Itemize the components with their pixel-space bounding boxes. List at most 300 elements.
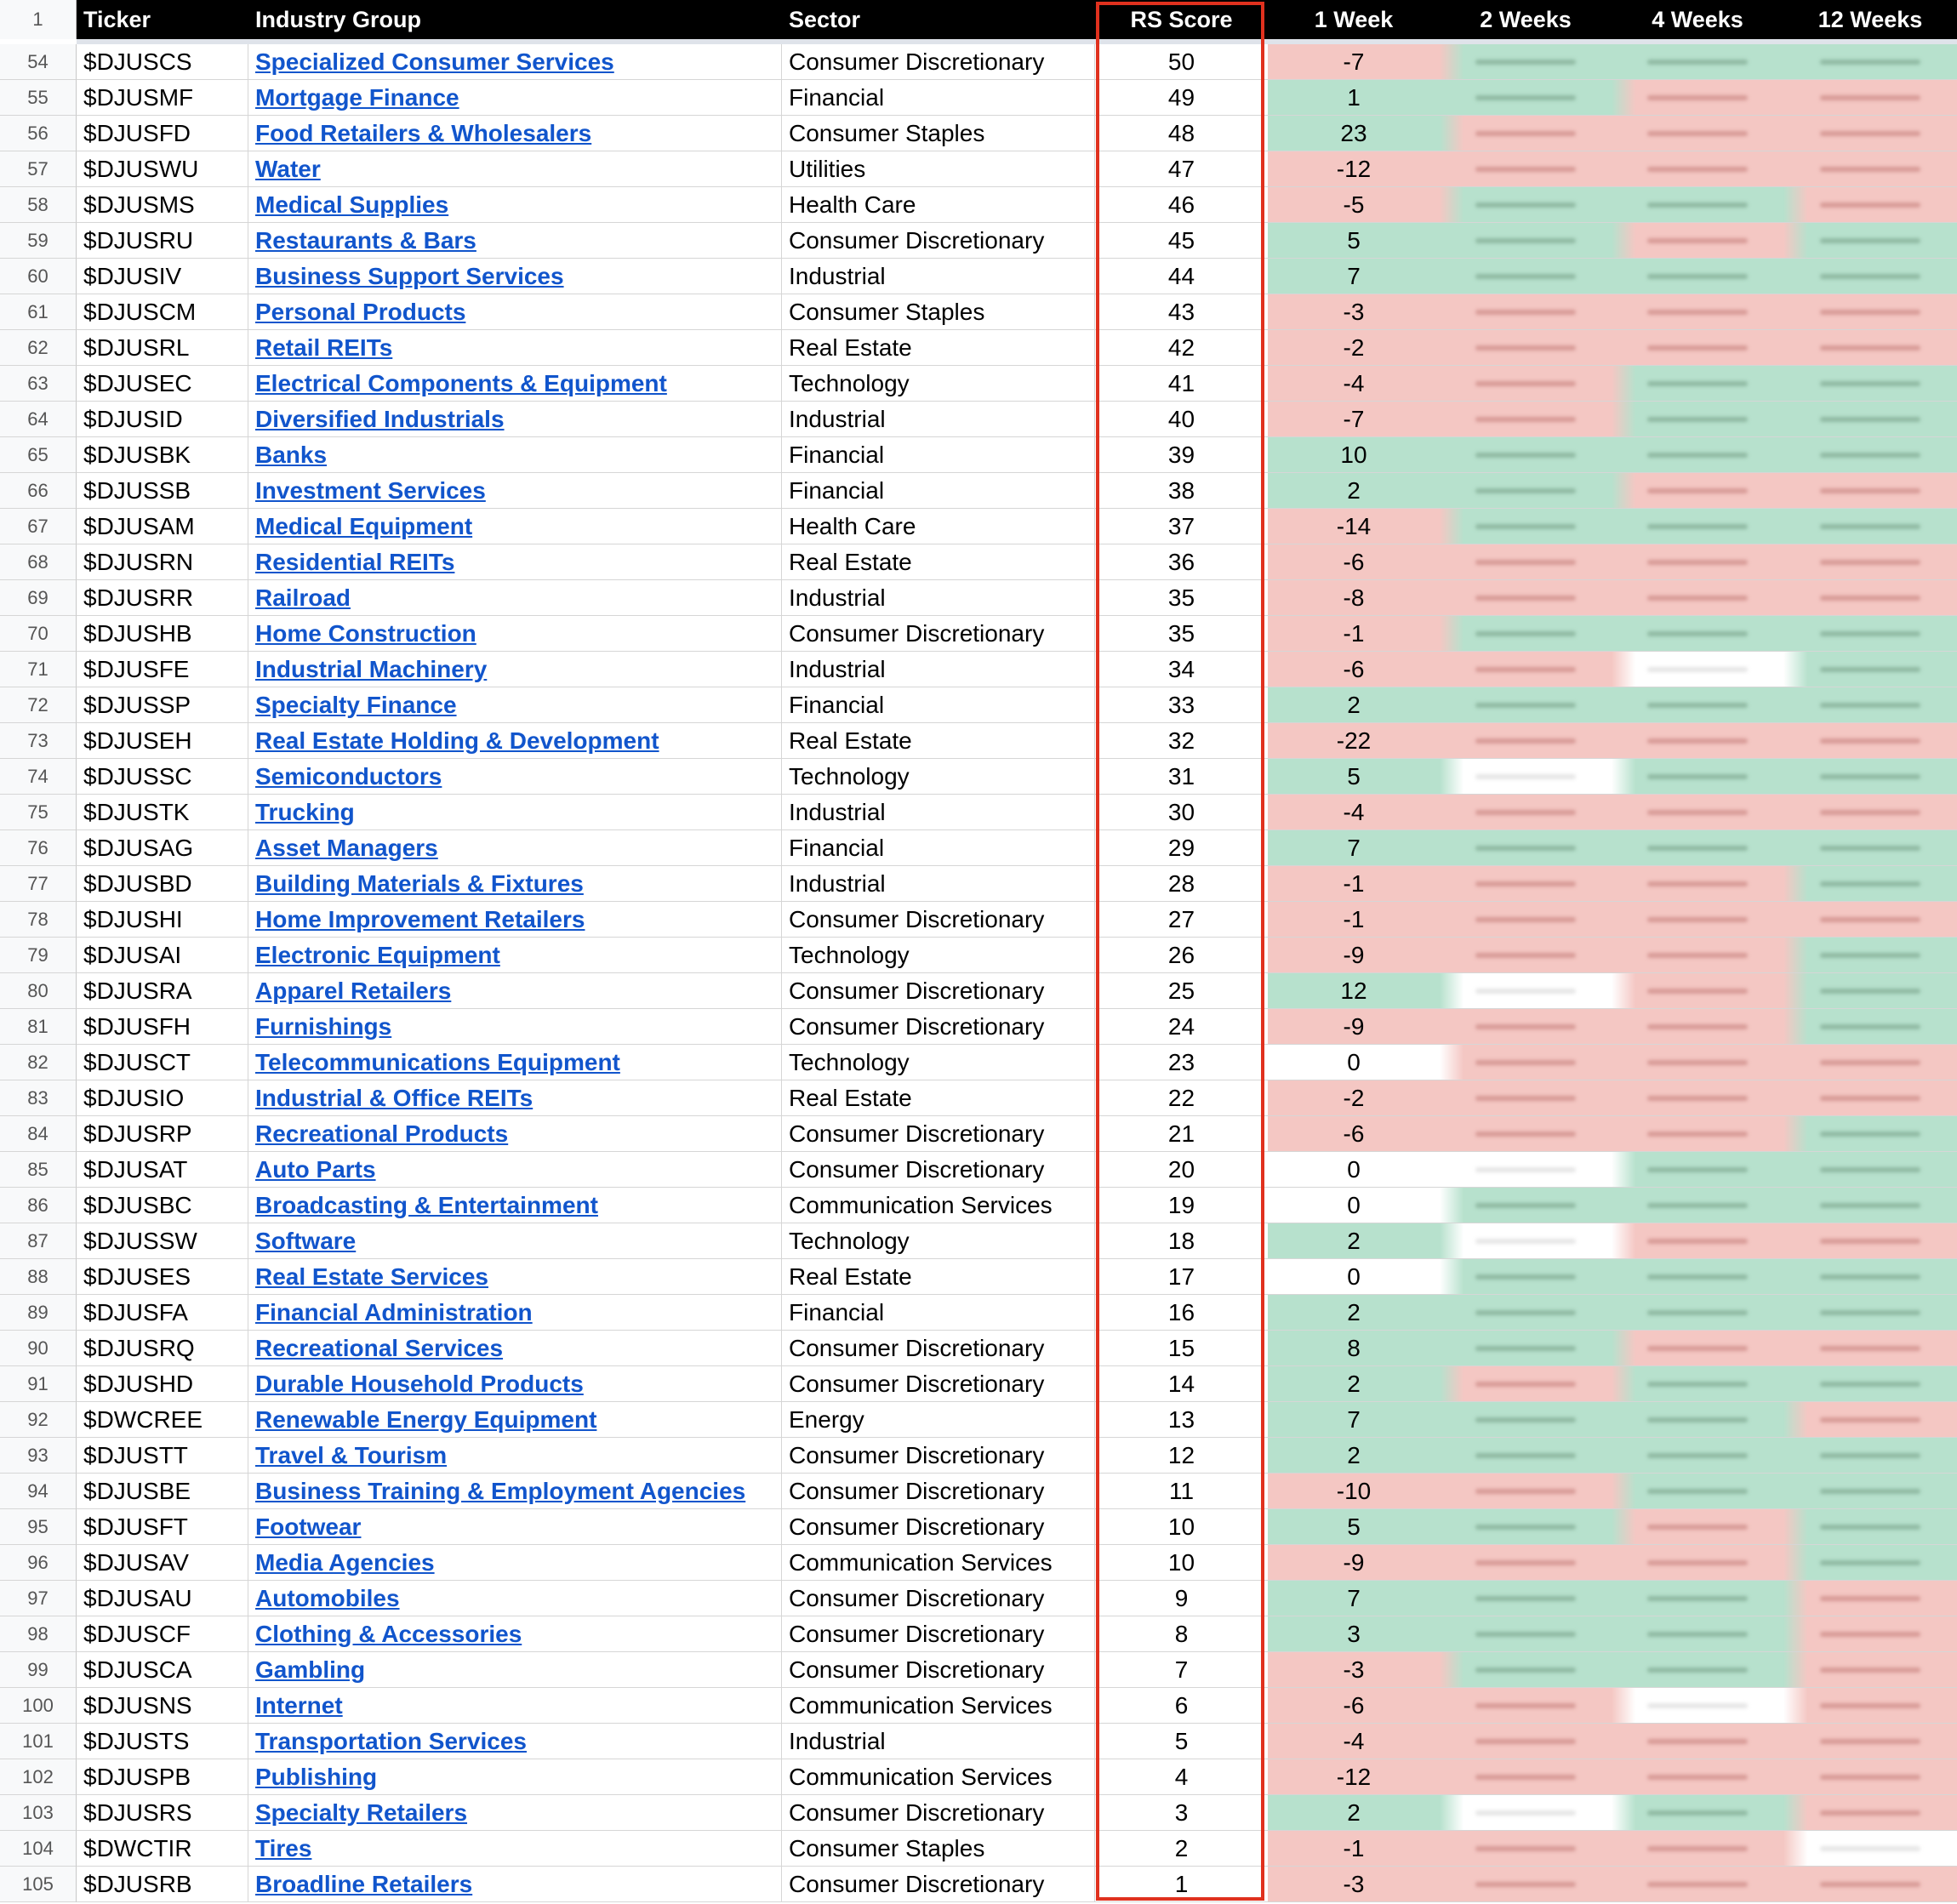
- week4-change-cell[interactable]: [1612, 1152, 1783, 1188]
- industry-group-cell[interactable]: [248, 830, 782, 866]
- row-number[interactable]: 55: [0, 80, 77, 116]
- week1-change-cell[interactable]: 2: [1268, 1438, 1440, 1474]
- industry-group-link[interactable]: Auto Parts: [255, 1155, 376, 1183]
- industry-group-link[interactable]: Electronic Equipment: [255, 941, 500, 968]
- industry-group-cell[interactable]: [248, 1188, 782, 1223]
- ticker-cell[interactable]: $DJUSFA: [77, 1295, 248, 1331]
- row-number[interactable]: 65: [0, 437, 77, 473]
- industry-group-link[interactable]: Medical Supplies: [255, 191, 449, 218]
- industry-group-link[interactable]: Home Improvement Retailers: [255, 905, 585, 932]
- industry-group-link[interactable]: Real Estate Services: [255, 1263, 488, 1290]
- week4-change-cell[interactable]: [1612, 151, 1783, 187]
- week2-change-cell[interactable]: [1440, 1045, 1612, 1080]
- table-row[interactable]: [0, 1080, 1957, 1116]
- ticker-cell[interactable]: $DJUSMS: [77, 187, 248, 223]
- ticker-cell[interactable]: $DJUSCA: [77, 1652, 248, 1688]
- rs-score-cell[interactable]: 37: [1095, 509, 1268, 544]
- ticker-cell[interactable]: $DJUSCT: [77, 1045, 248, 1080]
- rs-score-cell[interactable]: 27: [1095, 902, 1268, 938]
- week2-change-cell[interactable]: [1440, 1331, 1612, 1366]
- row-number[interactable]: 89: [0, 1295, 77, 1331]
- sector-cell[interactable]: Technology: [782, 759, 1095, 795]
- table-row[interactable]: [0, 509, 1957, 544]
- industry-group-link[interactable]: Industrial & Office REITs: [255, 1084, 533, 1111]
- table-row[interactable]: [0, 1616, 1957, 1652]
- ticker-cell[interactable]: $DJUSSB: [77, 473, 248, 509]
- ticker-cell[interactable]: $DJUSBC: [77, 1188, 248, 1223]
- industry-group-cell[interactable]: [248, 1545, 782, 1581]
- rs-score-cell[interactable]: 48: [1095, 116, 1268, 151]
- sector-cell[interactable]: Consumer Staples: [782, 294, 1095, 330]
- row-number[interactable]: 67: [0, 509, 77, 544]
- row-number[interactable]: 78: [0, 902, 77, 938]
- sector-cell[interactable]: Consumer Discretionary: [782, 1652, 1095, 1688]
- ticker-cell[interactable]: $DJUSFE: [77, 652, 248, 687]
- table-row[interactable]: [0, 1045, 1957, 1080]
- row-number[interactable]: 64: [0, 402, 77, 437]
- week1-change-cell[interactable]: -3: [1268, 1867, 1440, 1902]
- week1-column-header[interactable]: 1 Week: [1314, 6, 1394, 32]
- row-number[interactable]: 81: [0, 1009, 77, 1045]
- row-number[interactable]: 59: [0, 223, 77, 259]
- rs-score-cell[interactable]: 10: [1095, 1545, 1268, 1581]
- ticker-cell[interactable]: $DWCTIR: [77, 1831, 248, 1867]
- week2-change-cell[interactable]: [1440, 366, 1612, 402]
- week2-change-cell[interactable]: [1440, 116, 1612, 151]
- week2-change-cell[interactable]: [1440, 616, 1612, 652]
- table-row[interactable]: [0, 294, 1957, 330]
- industry-group-cell[interactable]: [248, 80, 782, 116]
- week2-change-cell[interactable]: [1440, 1759, 1612, 1795]
- week4-change-cell[interactable]: [1612, 544, 1783, 580]
- table-row[interactable]: [0, 1188, 1957, 1223]
- sector-cell[interactable]: Consumer Discretionary: [782, 223, 1095, 259]
- industry-group-cell[interactable]: [248, 187, 782, 223]
- industry-group-link[interactable]: Industrial Machinery: [255, 655, 488, 682]
- industry-group-link[interactable]: Gambling: [255, 1656, 366, 1683]
- week4-change-cell[interactable]: [1612, 1009, 1783, 1045]
- sector-cell[interactable]: Consumer Discretionary: [782, 1152, 1095, 1188]
- ticker-cell[interactable]: $DJUSAU: [77, 1581, 248, 1616]
- week1-change-cell[interactable]: -6: [1268, 1116, 1440, 1152]
- week4-change-cell[interactable]: [1612, 759, 1783, 795]
- ticker-cell[interactable]: $DJUSFT: [77, 1509, 248, 1545]
- table-row[interactable]: [0, 795, 1957, 830]
- week12-change-cell[interactable]: [1783, 1688, 1957, 1724]
- industry-group-cell[interactable]: [248, 437, 782, 473]
- week12-change-cell[interactable]: [1783, 1116, 1957, 1152]
- week2-change-cell[interactable]: [1440, 652, 1612, 687]
- table-row[interactable]: [0, 259, 1957, 294]
- table-row[interactable]: [0, 402, 1957, 437]
- week1-change-cell[interactable]: -6: [1268, 544, 1440, 580]
- industry-group-cell[interactable]: [248, 1581, 782, 1616]
- week4-change-cell[interactable]: [1612, 1724, 1783, 1759]
- row-number[interactable]: 96: [0, 1545, 77, 1581]
- week12-change-cell[interactable]: [1783, 1474, 1957, 1509]
- row-number[interactable]: 79: [0, 938, 77, 973]
- week2-change-cell[interactable]: [1440, 223, 1612, 259]
- week12-change-cell[interactable]: [1783, 1223, 1957, 1259]
- week4-change-cell[interactable]: [1612, 580, 1783, 616]
- rs-score-cell[interactable]: 46: [1095, 187, 1268, 223]
- sector-cell[interactable]: Technology: [782, 366, 1095, 402]
- table-row[interactable]: [0, 902, 1957, 938]
- week1-change-cell[interactable]: 7: [1268, 1402, 1440, 1438]
- week1-change-cell[interactable]: -4: [1268, 1724, 1440, 1759]
- ticker-cell[interactable]: $DJUSIV: [77, 259, 248, 294]
- week12-change-cell[interactable]: [1783, 44, 1957, 80]
- ticker-cell[interactable]: $DJUSBE: [77, 1474, 248, 1509]
- row-number[interactable]: 68: [0, 544, 77, 580]
- week4-change-cell[interactable]: [1612, 1402, 1783, 1438]
- row-number[interactable]: 60: [0, 259, 77, 294]
- rs-score-cell[interactable]: 38: [1095, 473, 1268, 509]
- week2-change-cell[interactable]: [1440, 1867, 1612, 1902]
- table-row[interactable]: [0, 1652, 1957, 1688]
- rs-score-cell[interactable]: 35: [1095, 616, 1268, 652]
- week2-change-cell[interactable]: [1440, 509, 1612, 544]
- week2-column-header[interactable]: 2 Weeks: [1480, 6, 1572, 32]
- ticker-cell[interactable]: $DJUSAI: [77, 938, 248, 973]
- rs-score-cell[interactable]: 30: [1095, 795, 1268, 830]
- sector-cell[interactable]: Consumer Staples: [782, 116, 1095, 151]
- table-row[interactable]: [0, 652, 1957, 687]
- table-row[interactable]: [0, 116, 1957, 151]
- table-row[interactable]: [0, 187, 1957, 223]
- industry-group-link[interactable]: Food Retailers & Wholesalers: [255, 119, 592, 146]
- rs-score-cell[interactable]: 24: [1095, 1009, 1268, 1045]
- rs-score-cell[interactable]: 29: [1095, 830, 1268, 866]
- sector-cell[interactable]: Consumer Discretionary: [782, 1867, 1095, 1902]
- week1-change-cell[interactable]: 0: [1268, 1259, 1440, 1295]
- week4-change-cell[interactable]: [1612, 795, 1783, 830]
- industry-group-cell[interactable]: [248, 1331, 782, 1366]
- week1-change-cell[interactable]: -2: [1268, 330, 1440, 366]
- ticker-cell[interactable]: $DJUSRQ: [77, 1331, 248, 1366]
- week12-change-cell[interactable]: [1783, 1759, 1957, 1795]
- industry-group-cell[interactable]: [248, 116, 782, 151]
- ticker-cell[interactable]: $DJUSSP: [77, 687, 248, 723]
- week2-change-cell[interactable]: [1440, 1474, 1612, 1509]
- week12-change-cell[interactable]: [1783, 1581, 1957, 1616]
- table-row[interactable]: [0, 1402, 1957, 1438]
- ticker-cell[interactable]: $DJUSTS: [77, 1724, 248, 1759]
- ticker-cell[interactable]: $DJUSHI: [77, 902, 248, 938]
- table-row[interactable]: [0, 1438, 1957, 1474]
- industry-group-link[interactable]: Media Agencies: [255, 1548, 435, 1576]
- industry-group-link[interactable]: Banks: [255, 441, 328, 468]
- industry-group-cell[interactable]: [248, 973, 782, 1009]
- week1-change-cell[interactable]: 23: [1268, 116, 1440, 151]
- week4-change-cell[interactable]: [1612, 902, 1783, 938]
- week2-change-cell[interactable]: [1440, 1295, 1612, 1331]
- sector-cell[interactable]: Health Care: [782, 187, 1095, 223]
- table-row[interactable]: [0, 1295, 1957, 1331]
- industry-group-link[interactable]: Footwear: [255, 1513, 362, 1540]
- row-number[interactable]: 84: [0, 1116, 77, 1152]
- week12-change-cell[interactable]: [1783, 402, 1957, 437]
- table-row[interactable]: [0, 80, 1957, 116]
- week12-change-cell[interactable]: [1783, 1509, 1957, 1545]
- week2-change-cell[interactable]: [1440, 866, 1612, 902]
- industry-group-cell[interactable]: [248, 616, 782, 652]
- week4-change-cell[interactable]: [1612, 973, 1783, 1009]
- table-row[interactable]: [0, 151, 1957, 187]
- week2-change-cell[interactable]: [1440, 402, 1612, 437]
- week4-change-cell[interactable]: [1612, 437, 1783, 473]
- row-number[interactable]: 98: [0, 1616, 77, 1652]
- industry-group-cell[interactable]: [248, 294, 782, 330]
- week12-change-cell[interactable]: [1783, 330, 1957, 366]
- rs-score-cell[interactable]: 6: [1095, 1688, 1268, 1724]
- row-number[interactable]: 56: [0, 116, 77, 151]
- industry-group-link[interactable]: Financial Administration: [255, 1298, 533, 1325]
- week1-change-cell[interactable]: -14: [1268, 509, 1440, 544]
- ticker-cell[interactable]: $DJUSCM: [77, 294, 248, 330]
- industry-group-link[interactable]: Medical Equipment: [255, 512, 473, 539]
- week1-change-cell[interactable]: 2: [1268, 1366, 1440, 1402]
- ticker-cell[interactable]: $DJUSBK: [77, 437, 248, 473]
- week1-change-cell[interactable]: 2: [1268, 1295, 1440, 1331]
- ticker-cell[interactable]: $DJUSEH: [77, 723, 248, 759]
- sector-cell[interactable]: Real Estate: [782, 723, 1095, 759]
- week12-change-cell[interactable]: [1783, 1545, 1957, 1581]
- week4-change-cell[interactable]: [1612, 116, 1783, 151]
- rs-score-column-header[interactable]: RS Score: [1130, 6, 1233, 32]
- industry-group-link[interactable]: Business Support Services: [255, 262, 564, 289]
- rs-score-cell[interactable]: 35: [1095, 580, 1268, 616]
- industry-group-link[interactable]: Specialized Consumer Services: [255, 48, 614, 75]
- ticker-cell[interactable]: $DJUSIO: [77, 1080, 248, 1116]
- rs-score-cell[interactable]: 8: [1095, 1616, 1268, 1652]
- table-row[interactable]: [0, 1831, 1957, 1867]
- week4-change-cell[interactable]: [1612, 473, 1783, 509]
- industry-group-cell[interactable]: [248, 473, 782, 509]
- week1-change-cell[interactable]: 0: [1268, 1188, 1440, 1223]
- week2-change-cell[interactable]: [1440, 938, 1612, 973]
- week12-change-cell[interactable]: [1783, 902, 1957, 938]
- rs-score-cell[interactable]: 16: [1095, 1295, 1268, 1331]
- week1-change-cell[interactable]: 3: [1268, 1616, 1440, 1652]
- rs-score-cell[interactable]: 12: [1095, 1438, 1268, 1474]
- week4-change-cell[interactable]: [1612, 938, 1783, 973]
- row-number[interactable]: 71: [0, 652, 77, 687]
- rs-score-cell[interactable]: 44: [1095, 259, 1268, 294]
- table-row[interactable]: [0, 616, 1957, 652]
- industry-group-link[interactable]: Automobiles: [255, 1584, 400, 1611]
- week12-change-cell[interactable]: [1783, 1259, 1957, 1295]
- rs-score-cell[interactable]: 42: [1095, 330, 1268, 366]
- ticker-cell[interactable]: $DJUSEC: [77, 366, 248, 402]
- week4-change-cell[interactable]: [1612, 1223, 1783, 1259]
- row-number[interactable]: 57: [0, 151, 77, 187]
- industry-group-cell[interactable]: [248, 1080, 782, 1116]
- table-row[interactable]: [0, 973, 1957, 1009]
- rs-score-cell[interactable]: 26: [1095, 938, 1268, 973]
- week2-change-cell[interactable]: [1440, 80, 1612, 116]
- rs-score-cell[interactable]: 39: [1095, 437, 1268, 473]
- sector-cell[interactable]: Consumer Discretionary: [782, 1616, 1095, 1652]
- row-number[interactable]: 105: [0, 1867, 77, 1902]
- ticker-cell[interactable]: $DJUSRU: [77, 223, 248, 259]
- industry-group-cell[interactable]: [248, 366, 782, 402]
- industry-group-link[interactable]: Mortgage Finance: [255, 83, 459, 111]
- week1-change-cell[interactable]: -7: [1268, 402, 1440, 437]
- ticker-cell[interactable]: $DJUSRP: [77, 1116, 248, 1152]
- rs-score-cell[interactable]: 23: [1095, 1045, 1268, 1080]
- industry-group-cell[interactable]: [248, 330, 782, 366]
- ticker-cell[interactable]: $DJUSCS: [77, 44, 248, 80]
- industry-group-link[interactable]: Publishing: [255, 1763, 378, 1790]
- rs-score-cell[interactable]: 21: [1095, 1116, 1268, 1152]
- row-number[interactable]: 102: [0, 1759, 77, 1795]
- industry-group-cell[interactable]: [248, 259, 782, 294]
- week12-change-cell[interactable]: [1783, 1331, 1957, 1366]
- ticker-cell[interactable]: $DJUSHD: [77, 1366, 248, 1402]
- week12-change-cell[interactable]: [1783, 1295, 1957, 1331]
- week12-change-cell[interactable]: [1783, 1366, 1957, 1402]
- week12-change-cell[interactable]: [1783, 1438, 1957, 1474]
- week12-change-cell[interactable]: [1783, 1831, 1957, 1867]
- row-number[interactable]: 92: [0, 1402, 77, 1438]
- week1-change-cell[interactable]: -3: [1268, 1652, 1440, 1688]
- week2-change-cell[interactable]: [1440, 1009, 1612, 1045]
- rs-score-cell[interactable]: 4: [1095, 1759, 1268, 1795]
- sector-cell[interactable]: Utilities: [782, 151, 1095, 187]
- industry-group-cell[interactable]: [248, 1152, 782, 1188]
- week1-change-cell[interactable]: -10: [1268, 1474, 1440, 1509]
- row-number[interactable]: 82: [0, 1045, 77, 1080]
- industry-group-cell[interactable]: [248, 1366, 782, 1402]
- rs-score-cell[interactable]: 13: [1095, 1402, 1268, 1438]
- table-row[interactable]: [0, 473, 1957, 509]
- week12-change-cell[interactable]: [1783, 830, 1957, 866]
- industry-group-link[interactable]: Internet: [255, 1691, 343, 1719]
- industry-group-link[interactable]: Specialty Finance: [255, 691, 457, 718]
- table-row[interactable]: [0, 1795, 1957, 1831]
- rs-score-cell[interactable]: 40: [1095, 402, 1268, 437]
- sector-cell[interactable]: Financial: [782, 830, 1095, 866]
- rs-score-cell[interactable]: 3: [1095, 1795, 1268, 1831]
- table-row[interactable]: [0, 1581, 1957, 1616]
- table-row[interactable]: [0, 1259, 1957, 1295]
- week1-change-cell[interactable]: -8: [1268, 580, 1440, 616]
- row-number[interactable]: 87: [0, 1223, 77, 1259]
- week1-change-cell[interactable]: 5: [1268, 1509, 1440, 1545]
- ticker-cell[interactable]: $DJUSHB: [77, 616, 248, 652]
- week2-change-cell[interactable]: [1440, 1652, 1612, 1688]
- week4-change-cell[interactable]: [1612, 687, 1783, 723]
- week4-change-cell[interactable]: [1612, 1366, 1783, 1402]
- table-row[interactable]: [0, 366, 1957, 402]
- industry-group-link[interactable]: Electrical Components & Equipment: [255, 369, 667, 396]
- industry-group-link[interactable]: Telecommunications Equipment: [255, 1048, 620, 1075]
- industry-group-cell[interactable]: [248, 1474, 782, 1509]
- week2-change-cell[interactable]: [1440, 1616, 1612, 1652]
- table-row[interactable]: [0, 1152, 1957, 1188]
- week2-change-cell[interactable]: [1440, 723, 1612, 759]
- industry-group-cell[interactable]: [248, 723, 782, 759]
- week12-change-cell[interactable]: [1783, 1188, 1957, 1223]
- week2-change-cell[interactable]: [1440, 1795, 1612, 1831]
- rs-score-cell[interactable]: 10: [1095, 1509, 1268, 1545]
- week2-change-cell[interactable]: [1440, 1188, 1612, 1223]
- row-number[interactable]: 75: [0, 795, 77, 830]
- row-number[interactable]: 104: [0, 1831, 77, 1867]
- industry-group-cell[interactable]: [248, 1223, 782, 1259]
- week12-change-cell[interactable]: [1783, 259, 1957, 294]
- industry-group-link[interactable]: Diversified Industrials: [255, 405, 505, 432]
- sector-cell[interactable]: Consumer Discretionary: [782, 1009, 1095, 1045]
- week12-change-cell[interactable]: [1783, 1652, 1957, 1688]
- week2-change-cell[interactable]: [1440, 187, 1612, 223]
- week1-change-cell[interactable]: -6: [1268, 1688, 1440, 1724]
- row-number[interactable]: 74: [0, 759, 77, 795]
- industry-group-cell[interactable]: [248, 44, 782, 80]
- week12-change-cell[interactable]: [1783, 151, 1957, 187]
- industry-group-cell[interactable]: [248, 795, 782, 830]
- week4-change-cell[interactable]: [1612, 830, 1783, 866]
- industry-group-cell[interactable]: [248, 1045, 782, 1080]
- week12-change-cell[interactable]: [1783, 473, 1957, 509]
- row-number[interactable]: 83: [0, 1080, 77, 1116]
- row-number[interactable]: 103: [0, 1795, 77, 1831]
- row-number[interactable]: 91: [0, 1366, 77, 1402]
- ticker-cell[interactable]: $DJUSSC: [77, 759, 248, 795]
- week2-change-cell[interactable]: [1440, 759, 1612, 795]
- week4-change-cell[interactable]: [1612, 330, 1783, 366]
- week12-change-cell[interactable]: [1783, 544, 1957, 580]
- ticker-cell[interactable]: $DJUSFH: [77, 1009, 248, 1045]
- week2-change-cell[interactable]: [1440, 902, 1612, 938]
- industry-group-link[interactable]: Real Estate Holding & Development: [255, 727, 659, 754]
- row-number[interactable]: 97: [0, 1581, 77, 1616]
- rs-score-cell[interactable]: 43: [1095, 294, 1268, 330]
- sector-cell[interactable]: Industrial: [782, 259, 1095, 294]
- week12-change-cell[interactable]: [1783, 1795, 1957, 1831]
- ticker-cell[interactable]: $DJUSRS: [77, 1795, 248, 1831]
- sector-cell[interactable]: Consumer Discretionary: [782, 44, 1095, 80]
- week1-change-cell[interactable]: 1: [1268, 80, 1440, 116]
- week1-change-cell[interactable]: -2: [1268, 1080, 1440, 1116]
- rs-score-cell[interactable]: 20: [1095, 1152, 1268, 1188]
- week12-change-cell[interactable]: [1783, 652, 1957, 687]
- week2-change-cell[interactable]: [1440, 1438, 1612, 1474]
- week4-change-cell[interactable]: [1612, 223, 1783, 259]
- week4-change-cell[interactable]: [1612, 1545, 1783, 1581]
- table-row[interactable]: [0, 866, 1957, 902]
- rs-score-cell[interactable]: 11: [1095, 1474, 1268, 1509]
- week1-change-cell[interactable]: 7: [1268, 259, 1440, 294]
- rs-score-cell[interactable]: 14: [1095, 1366, 1268, 1402]
- week4-change-cell[interactable]: [1612, 187, 1783, 223]
- sector-cell[interactable]: Consumer Discretionary: [782, 902, 1095, 938]
- industry-group-link[interactable]: Software: [255, 1227, 357, 1254]
- industry-group-link[interactable]: Railroad: [255, 584, 351, 611]
- industry-group-link[interactable]: Tires: [255, 1834, 312, 1861]
- week12-change-cell[interactable]: [1783, 759, 1957, 795]
- ticker-cell[interactable]: $DWCREE: [77, 1402, 248, 1438]
- ticker-cell[interactable]: $DJUSFD: [77, 116, 248, 151]
- rs-score-cell[interactable]: 32: [1095, 723, 1268, 759]
- row-number[interactable]: 85: [0, 1152, 77, 1188]
- week4-change-cell[interactable]: [1612, 1188, 1783, 1223]
- week4-change-cell[interactable]: [1612, 366, 1783, 402]
- rs-score-cell[interactable]: 9: [1095, 1581, 1268, 1616]
- sector-cell[interactable]: Financial: [782, 1295, 1095, 1331]
- rs-score-cell[interactable]: 36: [1095, 544, 1268, 580]
